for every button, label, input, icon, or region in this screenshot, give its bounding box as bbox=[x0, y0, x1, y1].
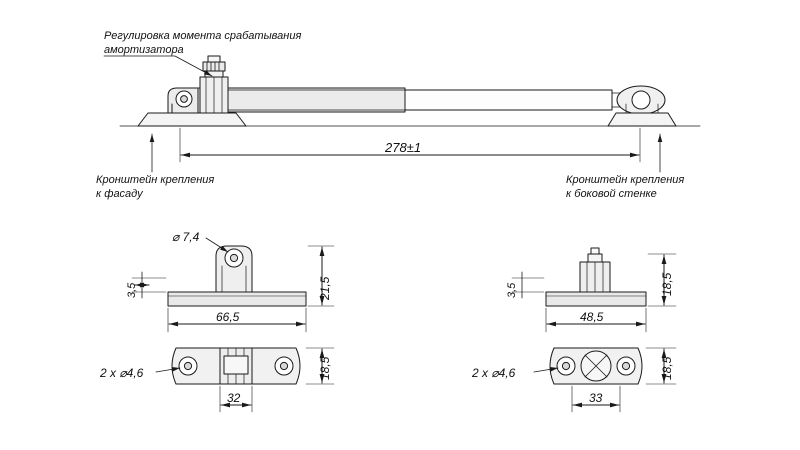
callout-side-bracket-line1: Кронштейн крепления bbox=[566, 174, 685, 186]
dim-left-base-height: 18,5 bbox=[318, 356, 332, 380]
callout-side-bracket-line2: к боковой стенке bbox=[566, 188, 657, 200]
dim-left-top-offset: 3,5 bbox=[126, 282, 138, 298]
dim-right-total-height: 18,5 bbox=[660, 272, 674, 296]
dim-right-base-height: 18,5 bbox=[660, 356, 674, 380]
callout-facade-bracket-line1: Кронштейн крепления bbox=[96, 174, 215, 186]
dim-right-holes: 2 x ⌀4,6 bbox=[472, 366, 516, 380]
dim-left-base-width: 32 bbox=[227, 391, 241, 405]
left-detail-view bbox=[132, 238, 334, 412]
dim-right-top-offset: 3,5 bbox=[506, 282, 518, 298]
dim-right-base-width: 33 bbox=[589, 391, 603, 405]
dim-left-hole-diameter: ⌀ 7,4 bbox=[172, 230, 200, 244]
dim-left-total-height: 21,5 bbox=[318, 276, 332, 300]
callout-adjustment-line2: амортизатора bbox=[104, 44, 184, 56]
dim-left-plate-width: 66,5 bbox=[216, 310, 240, 324]
callout-adjustment-line1: Регулировка момента срабатывания bbox=[104, 30, 302, 42]
callout-facade-bracket-line2: к фасаду bbox=[96, 188, 143, 200]
dim-right-plate-width: 48,5 bbox=[580, 310, 604, 324]
dim-overall-length: 278±1 bbox=[385, 140, 422, 155]
dim-left-holes: 2 x ⌀4,6 bbox=[100, 366, 144, 380]
right-detail-view bbox=[512, 248, 676, 412]
